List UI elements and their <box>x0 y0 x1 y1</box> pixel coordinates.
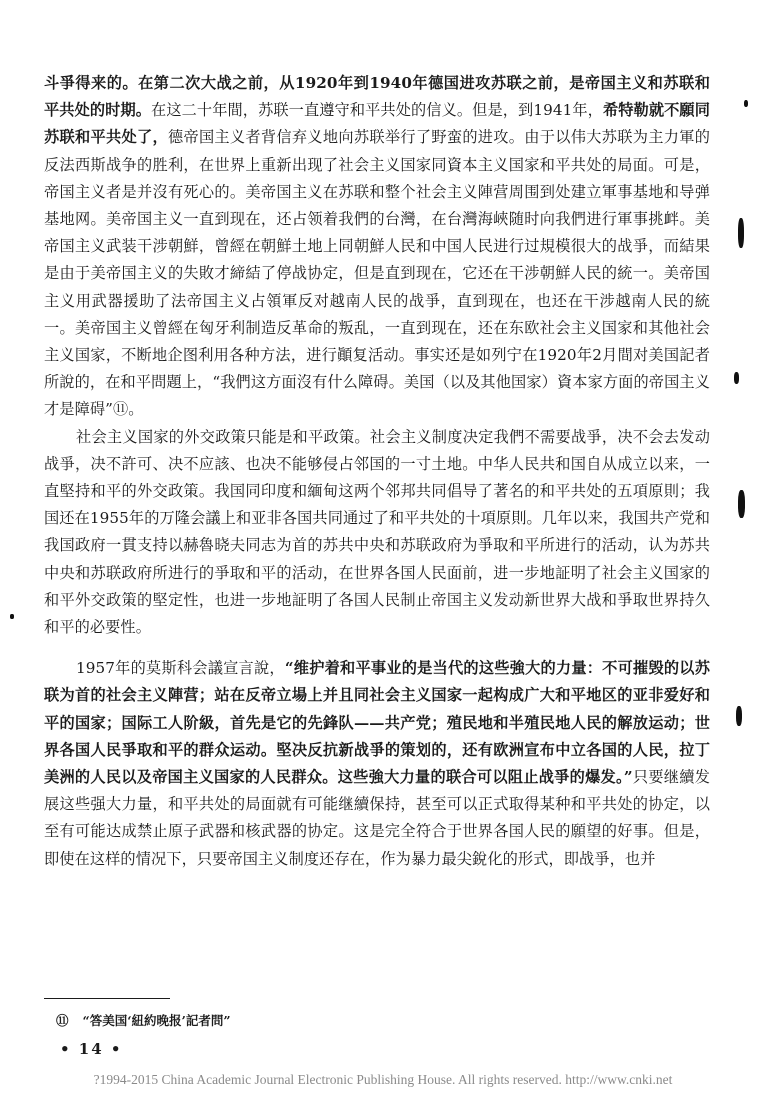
footnote <box>56 1012 231 1030</box>
text-run: 只要继續发展这些强大力量，和平共处的局面就有可能继續保持，甚至可以正式取得某种和平共处的协定，以至有可能达成禁止原子武器和核武器的协定。这是完全符合于世界各国人民的願望的好事。但是，即使在这样的情况下，只要帝国主义制度还存在，作为暴力最尖銳化的形式，即战爭，也并 <box>44 768 710 868</box>
page-number: • 14 • <box>60 1040 123 1058</box>
text-run: 1957年的莫斯科会議宣言說， <box>76 659 285 678</box>
text-run: 德帝国主义者背信弃义地向苏联举行了野蛮的进攻。由于以伟大苏联为主力軍的反法西斯战争的胜利，在世界上重新出现了社会主义国家同資本主义国家和平共处的局面。可是，帝国主义者是并沒有死心的。美帝国主义在苏联和整个社会主义陣营周围到处建立軍事基地和导弹基地网。美帝国主义一直到现在，还占领着我們的台灣，在台灣海峽随时向我們进行軍事挑衅。美帝国主义武装干涉朝鮮，曾經在朝鮮土地上同朝鮮人民和中国人民进行过規模很大的战爭，而結果是由于美帝国主义的失敗才締結了停战协定，但是直到现在，它还在干涉朝鮮人民的統一。美帝国主义用武器援助了法帝国主义占領軍反对越南人民的战爭，直到现在，也还在干涉越南人民的統一。美帝国主义曾經在匈牙利制造反革命的叛乱，一直到现在，还在东欧社会主义国家和其他社会主义国家，不断地企图利用各种方法，进行顚复活动。事实还是如列宁在1920年2月間对美国記者所說的，在和平問題上，“我們这方面沒有什么障碍。美国（以及其他国家）資本家方面的帝国主义才是障碍”⑪。 <box>44 128 710 419</box>
paragraph-2 <box>44 424 710 642</box>
scan-artifact <box>744 100 748 107</box>
footnote-divider <box>44 998 170 999</box>
text-run: 斗爭得来的。在第二次大战之前，从1920年到1940年德国进攻苏联之前，是帝国主义和苏联和平共处的时期。 <box>44 74 710 120</box>
text-run: 社会主义国家的外交政策只能是和平政策。社会主义制度决定我們不需要战爭，决不会去发动战爭，决不許可、决不应該、也决不能够侵占邻国的一寸土地。中华人民共和国自从成立以来，一直堅持和平的外交政策。我国同印度和緬甸这两个邻邦共同倡导了著名的和平共处的五項原則；我国还在1955年的万隆会議上和亚非各国共同通过了和平共处的十項原則。几年以来，我国共产党和我国政府一貫支持以赫魯晓夫同志为首的苏共中央和苏联政府为爭取和平所进行的活动，认为苏共中央和苏联政府所进行的爭取和平的活动，在世界各国人民面前，进一步地証明了社会主义国家的和平外交政策的堅定性，也进一步地証明了各国人民制止帝国主义发动新世界大战和爭取世界持久和平的必要性。 <box>44 427 710 637</box>
text-run: 在这二十年間，苏联一直遵守和平共处的信义。但是，到1941年， <box>151 101 603 120</box>
scan-artifact <box>736 706 742 726</box>
paragraph-3 <box>44 655 710 873</box>
text-run: “维护着和平事业的是当代的这些強大的力量：不可摧毁的以苏联为首的社会主义陣营；站在反帝立場上并且同社会主义国家一起构成广大和平地区的亚非爱好和平的国家；国际工人阶級，首先是它的先鋒队——共产党；殖民地和半殖民地人民的解放运动；世界各国人民爭取和平的群众运动。堅决反抗新战爭的策划的，还有欧洲宣布中立各国的人民，拉丁美洲的人民以及帝国主义国家的人民群众。这些強大力量的联合可以阻止战爭的爆发。” <box>44 659 710 787</box>
scan-artifact <box>738 490 745 518</box>
scan-artifact <box>738 218 744 248</box>
copyright-watermark: ?1994-2015 China Academic Journal Electronic Publishing House. All rights reserved. http://www.cnki.net <box>93 1072 673 1087</box>
scan-artifact <box>734 372 739 384</box>
footnote-mark: ⑪ <box>56 1013 69 1028</box>
page-body <box>44 70 710 873</box>
text-run: 希特勒就不願同苏联和平共处了， <box>44 101 711 147</box>
scan-artifact <box>10 614 14 619</box>
footnote-text: “答美国‘紐約晚报’記者問” <box>82 1013 231 1028</box>
paragraph-1 <box>44 70 710 424</box>
